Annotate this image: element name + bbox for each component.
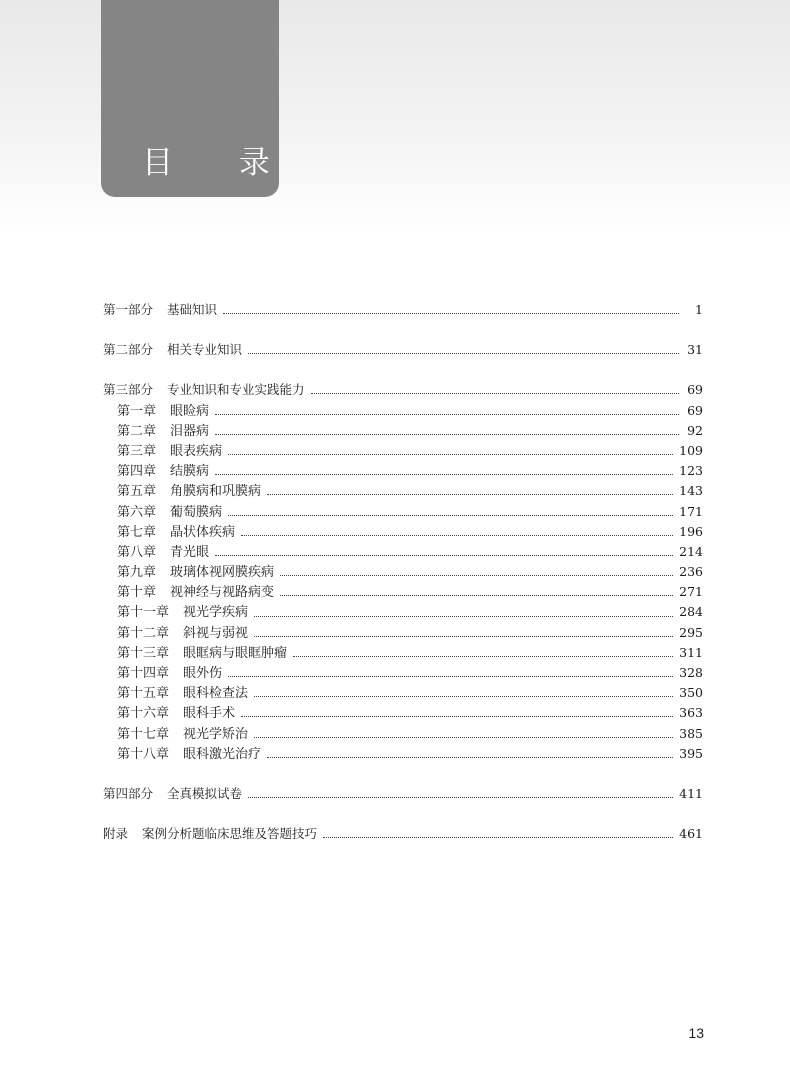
chapter-number: 第二章 [117,423,157,439]
chapter-number: 第九章 [117,565,157,581]
toc-chapter-12[interactable] [103,623,703,643]
part-title: 全真模拟试卷 [167,785,243,801]
chapter-title: 眼睑病 [170,403,210,419]
page-ref: 295 [679,624,703,640]
page-ref: 109 [679,442,703,458]
chapter-title: 视光学疾病 [183,605,249,621]
toc-chapter-14[interactable] [103,663,703,683]
dot-leader [254,635,673,637]
chapter-number: 第十五章 [117,686,170,702]
chapter-title: 视光学矫治 [183,726,249,742]
toc-chapter-10[interactable] [103,582,703,602]
page-ref: 214 [679,543,703,559]
chapter-number: 第三章 [117,443,157,459]
chapter-number: 第十二章 [117,625,170,641]
dot-leader [248,796,673,798]
page-ref: 328 [679,665,703,680]
page-ref: 143 [679,483,703,499]
page-ref: 31 [687,342,703,358]
chapter-number: 第十四章 [117,666,170,681]
dot-leader [267,756,673,758]
dot-leader [280,594,673,596]
page-ref: 363 [679,705,703,721]
page-ref: 284 [679,604,703,620]
chapter-title: 眼外伤 [183,666,223,681]
page-ref: 385 [679,725,703,741]
chapter-title: 视神经与视路病变 [170,585,275,601]
chapter-number: 第六章 [117,504,157,520]
part-title: 相关专业知识 [167,342,243,358]
toc-part-4[interactable] [103,784,703,804]
chapter-title: 玻璃体视网膜疾病 [170,565,275,581]
toc-part-2[interactable] [103,340,703,360]
dot-leader [241,534,673,536]
page-ref: 311 [679,644,703,660]
chapter-title: 眼科激光治疗 [183,746,262,762]
dot-leader [254,736,673,738]
dot-leader [215,433,679,435]
chapter-number: 第十一章 [117,605,170,621]
chapter-number: 第五章 [117,484,157,500]
dot-leader [267,493,673,495]
dot-leader [323,836,673,838]
toc-chapter-2[interactable] [103,421,703,441]
page-ref: 123 [679,463,703,479]
dot-leader [223,312,679,314]
chapter-title: 眼眶病与眼眶肿瘤 [183,645,288,661]
dot-leader [254,615,673,617]
dot-leader [215,413,679,415]
toc-chapter-17[interactable] [103,724,703,744]
toc-chapter-18[interactable] [103,744,703,764]
toc-chapter-6[interactable] [103,502,703,522]
chapter-title: 眼科检查法 [183,686,249,702]
page-ref: 1 [695,302,703,317]
part-number: 第二部分 [103,342,154,358]
chapter-title: 葡萄膜病 [170,504,223,520]
toc-chapter-9[interactable] [103,562,703,582]
toc-chapter-1[interactable] [103,401,703,421]
chapter-title: 眼科手术 [183,706,236,722]
page-ref: 236 [679,564,703,580]
page-ref: 69 [687,402,703,418]
toc-appendix[interactable] [103,824,703,844]
page-ref: 395 [679,745,703,761]
chapter-title: 眼表疾病 [170,443,223,459]
chapter-number: 第十章 [117,585,157,601]
toc-chapter-4[interactable] [103,461,703,481]
chapter-number: 第十三章 [117,645,170,661]
page-ref: 271 [679,584,703,600]
chapter-number: 第十七章 [117,726,170,742]
toc-chapter-16[interactable] [103,703,703,723]
toc-part-1[interactable] [103,300,703,320]
toc-chapter-5[interactable] [103,481,703,501]
page-ref: 92 [687,422,703,438]
dot-leader [293,655,673,657]
toc-part-3[interactable] [103,380,703,400]
part-title: 基础知识 [167,302,218,317]
chapter-title: 结膜病 [170,464,210,480]
part-title: 专业知识和专业实践能力 [167,382,305,398]
dot-leader [241,715,673,717]
page-ref: 411 [679,785,703,801]
chapter-number: 第七章 [117,524,157,540]
chapter-number: 第一章 [117,403,157,419]
dot-leader [280,574,673,576]
toc-chapter-3[interactable] [103,441,703,461]
page-number: 13 [688,1025,704,1041]
page-ref: 171 [679,503,703,519]
dot-leader [215,554,673,556]
chapter-title: 泪器病 [170,423,210,439]
page-title: 目 录 [142,145,298,181]
dot-leader [228,514,673,516]
chapter-title: 青光眼 [170,544,210,560]
page-ref: 196 [679,523,703,539]
dot-leader [248,352,679,354]
part-number: 第四部分 [103,785,154,801]
chapter-title: 角膜病和巩膜病 [170,484,262,500]
toc-chapter-8[interactable] [103,542,703,562]
table-of-contents [103,300,703,844]
chapter-title: 晶状体疾病 [170,524,236,540]
toc-chapter-15[interactable] [103,683,703,703]
chapter-number: 第八章 [117,544,157,560]
appendix-label: 附录 [103,826,129,842]
dot-leader [215,473,673,475]
chapter-number: 第十八章 [117,746,170,762]
toc-chapter-11[interactable] [103,602,703,622]
chapter-number: 第十六章 [117,706,170,722]
dot-leader [228,675,673,677]
dot-leader [228,453,673,455]
page-ref: 461 [679,826,703,842]
dot-leader [254,695,673,697]
part-number: 第一部分 [103,302,154,317]
page-ref: 350 [679,685,703,701]
toc-chapter-7[interactable] [103,522,703,542]
part-number: 第三部分 [103,382,154,398]
page-ref: 69 [687,382,703,398]
appendix-title: 案例分析题临床思维及答题技巧 [142,826,318,842]
dot-leader [311,392,679,394]
chapter-title: 斜视与弱视 [183,625,249,641]
toc-chapter-13[interactable] [103,643,703,663]
chapter-number: 第四章 [117,464,157,480]
